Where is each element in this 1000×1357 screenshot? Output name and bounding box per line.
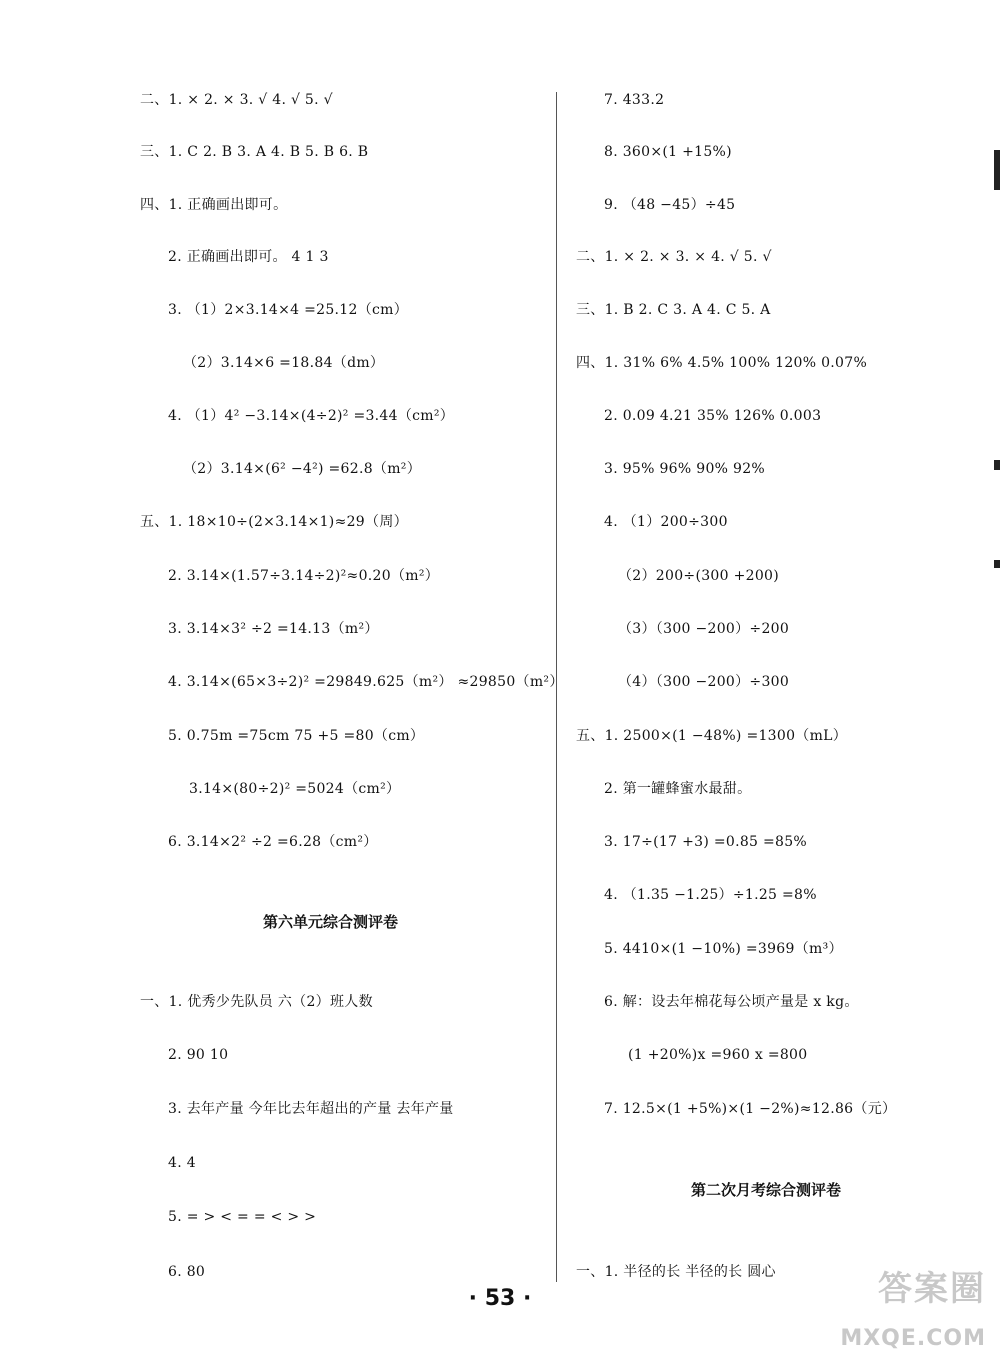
answer-line: 3. 3.14×3² ÷2 =14.13（m²） — [168, 621, 379, 637]
answer-line: 二、1. × 2. × 3. √ 4. √ 5. √ — [140, 92, 333, 108]
answer-line: 四、1. 正确画出即可。 — [140, 197, 288, 213]
answer-line: 7. 433.2 — [604, 92, 665, 108]
answer-line: 三、1. B 2. C 3. A 4. C 5. A — [576, 302, 771, 318]
answer-line: 6. 解：设去年棉花每公顷产量是 x kg。 — [604, 994, 859, 1010]
answer-line: 5. 4410×(1 −10%) =3969（m³） — [604, 941, 843, 957]
answer-line: 五、1. 18×10÷(2×3.14×1)≈29（周） — [140, 514, 408, 530]
answer-line: 二、1. × 2. × 3. × 4. √ 5. √ — [576, 249, 772, 265]
answer-line: 3.14×(80÷2)² =5024（cm²） — [189, 781, 401, 797]
answer-line: 2. 0.09 4.21 35% 126% 0.003 — [604, 408, 822, 424]
answer-line: 2. 第一罐蜂蜜水最甜。 — [604, 781, 752, 797]
scan-edge-mark — [994, 460, 1000, 470]
answer-line: 4. 3.14×(65×3÷2)² =29849.625（m²） ≈29850（m²） — [168, 674, 564, 690]
answer-line: 五、1. 2500×(1 −48%) =1300（mL） — [576, 728, 848, 744]
answer-line: 2. 正确画出即可。 4 1 3 — [168, 249, 329, 265]
answer-line: 4. （1）4² −3.14×(4÷2)² =3.44（cm²） — [168, 408, 455, 424]
answer-line: 4. （1.35 −1.25）÷1.25 =8% — [604, 887, 817, 903]
answer-line: 4. 4 — [168, 1155, 196, 1171]
answer-line: （2）3.14×(6² −4²) =62.8（m²） — [183, 461, 421, 477]
answer-line: 8. 360×(1 +15%) — [604, 144, 732, 160]
answer-line: 3. （1）2×3.14×4 =25.12（cm） — [168, 302, 409, 318]
answer-line: （2）200÷(300 +200) — [618, 568, 780, 584]
answer-line: 6. 3.14×2² ÷2 =6.28（cm²） — [168, 834, 378, 850]
answer-line: 四、1. 31% 6% 4.5% 100% 120% 0.07% — [576, 355, 868, 371]
answer-line: 一、1. 优秀少先队员 六（2）班人数 — [140, 994, 373, 1010]
scan-edge-mark — [994, 560, 1000, 568]
answer-line: 9. （48 −45）÷45 — [604, 197, 736, 213]
scan-edge-mark — [994, 150, 1000, 190]
answer-line: 3. 去年产量 今年比去年超出的产量 去年产量 — [168, 1101, 454, 1117]
page-number: · 53 · — [468, 1286, 532, 1311]
answer-line: 2. 3.14×(1.57÷3.14÷2)²≈0.20（m²） — [168, 568, 440, 584]
watermark — [826, 1261, 986, 1351]
answer-line: 5. = > < = = < > > — [168, 1209, 317, 1225]
answer-line: 4. （1）200÷300 — [604, 514, 728, 530]
section-heading: 第二次月考综合测评卷 — [691, 1181, 842, 1199]
answer-line: （2）3.14×6 =18.84（dm） — [183, 355, 385, 371]
section-heading: 第六单元综合测评卷 — [263, 913, 399, 931]
answer-line: 三、1. C 2. B 3. A 4. B 5. B 6. B — [140, 144, 369, 160]
answer-line: （3）（300 −200）÷200 — [618, 621, 790, 637]
answer-line: (1 +20%)x =960 x =800 — [628, 1047, 808, 1063]
answer-line: 7. 12.5×(1 +5%)×(1 −2%)≈12.86（元） — [604, 1101, 897, 1117]
answer-line: （4）（300 −200）÷300 — [618, 674, 790, 690]
watermark-url: MXQE.COM — [840, 1326, 986, 1351]
answer-line: 3. 95% 96% 90% 92% — [604, 461, 766, 477]
answer-line: 6. 80 — [168, 1264, 206, 1280]
answer-line: 3. 17÷(17 +3) =0.85 =85% — [604, 834, 808, 850]
answer-line: 5. 0.75m =75cm 75 +5 =80（cm） — [168, 728, 425, 744]
watermark-seal-text: 答案圈 — [878, 1269, 986, 1309]
answer-line: 一、1. 半径的长 半径的长 圆心 — [576, 1264, 776, 1280]
answer-line: 2. 90 10 — [168, 1047, 229, 1063]
